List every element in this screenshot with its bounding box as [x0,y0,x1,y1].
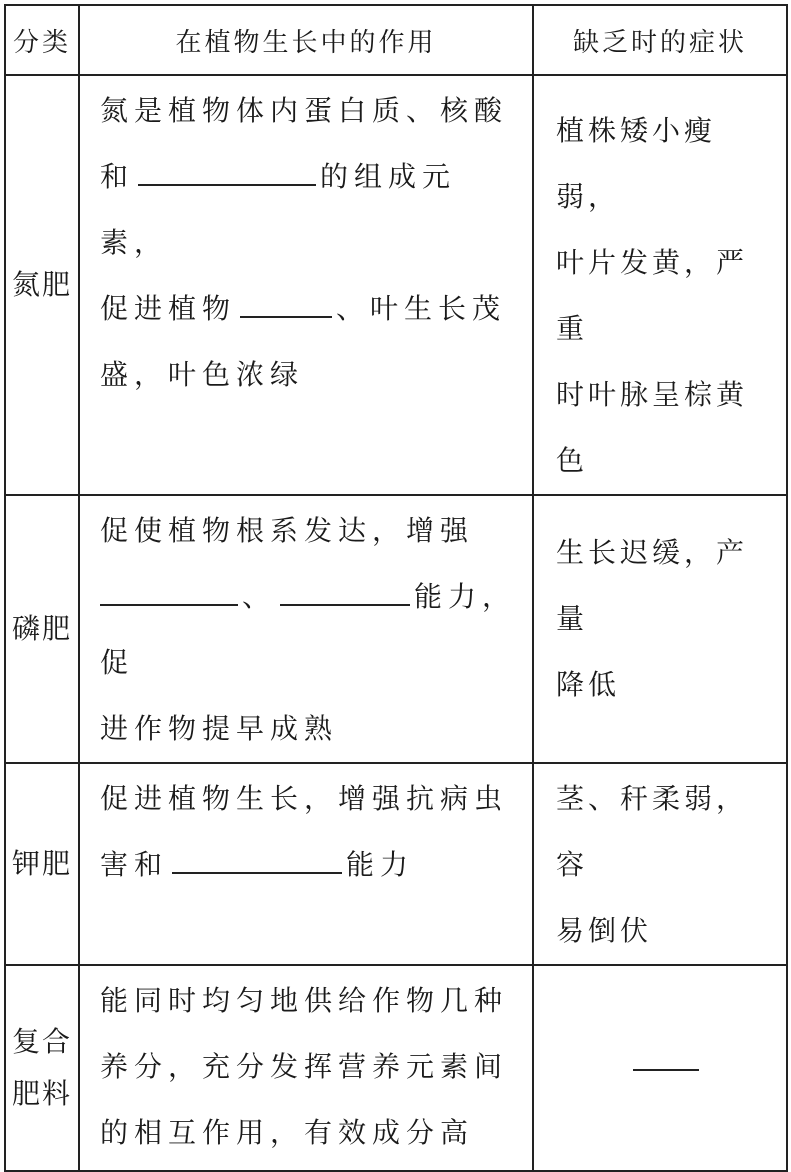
symptom-phosphorus-line1: 生长迟缓，产量 [556,536,749,635]
header-role: 在植物生长中的作用 [79,5,533,75]
table-row-potassium [5,763,787,965]
category-compound-line1: 复合 [11,1025,72,1058]
role-text: 的组成元素， [100,160,457,259]
symptom-phosphorus [533,495,787,763]
role-text: 、叶生长茂 [336,292,507,325]
role-nitrogen [79,75,533,495]
role-potassium [79,763,533,965]
role-phosphorus [79,495,533,763]
header-symptom: 缺乏时的症状 [533,5,787,75]
table-row-phosphorus [5,495,787,763]
symptom-nitrogen-line1: 植株矮小瘦弱， [556,114,717,213]
symptom-nitrogen-line2: 叶片发黄，严重 [556,246,749,345]
category-phosphorus: 磷肥 [5,495,79,763]
role-text: 害和 [100,848,169,881]
role-compound-line1: 能同时均匀地供给作物几种 [100,984,509,1017]
role-nitrogen-line3 [100,276,518,342]
symptom-potassium-line1: 茎、秆柔弱，容 [556,782,749,881]
symptom-compound [533,965,787,1171]
symptom-nitrogen-line3: 时叶脉呈棕黄色 [556,378,749,477]
role-text: 能力，促 [100,580,517,679]
role-text: 能力 [346,848,415,881]
fertilizer-table [4,4,788,1172]
header-row [5,5,787,75]
fill-blank[interactable] [100,570,238,606]
symptom-potassium [533,763,787,965]
category-compound [5,965,79,1171]
role-text: 和 [100,160,135,193]
role-compound [79,965,533,1171]
category-potassium: 钾肥 [5,763,79,965]
role-text: 、 [242,580,277,613]
category-nitrogen: 氮肥 [5,75,79,495]
role-nitrogen-line4: 盛，叶色浓绿 [100,358,305,391]
symptom-potassium-line2: 易倒伏 [556,914,653,947]
fill-blank[interactable] [172,838,342,874]
role-compound-line2: 养分，充分发挥营养元素间 [100,1050,509,1083]
role-phosphorus-line2 [100,564,518,696]
header-category: 分类 [5,5,79,75]
category-compound-line2: 肥料 [11,1077,72,1110]
role-phosphorus-line1: 促使植物根系发达，增强 [100,514,475,547]
table-row-nitrogen [5,75,787,495]
role-potassium-line1: 促进植物生长，增强抗病虫 [100,782,509,815]
table-row-compound [5,965,787,1171]
symptom-phosphorus-line2: 降低 [556,668,621,701]
fill-blank[interactable] [240,282,332,318]
symptom-nitrogen [533,75,787,495]
fertilizer-table-container [4,4,786,1149]
symptom-compound-dash [556,1035,776,1101]
role-nitrogen-line2 [100,144,518,276]
role-text: 促进植物 [100,292,237,325]
fill-blank[interactable] [280,570,410,606]
role-compound-line3: 的相互作用，有效成分高 [100,1116,475,1149]
fill-blank[interactable] [138,150,316,186]
role-potassium-line2 [100,832,518,898]
role-nitrogen-line1: 氮是植物体内蛋白质、核酸 [100,94,509,127]
role-phosphorus-line3: 进作物提早成熟 [100,712,339,745]
